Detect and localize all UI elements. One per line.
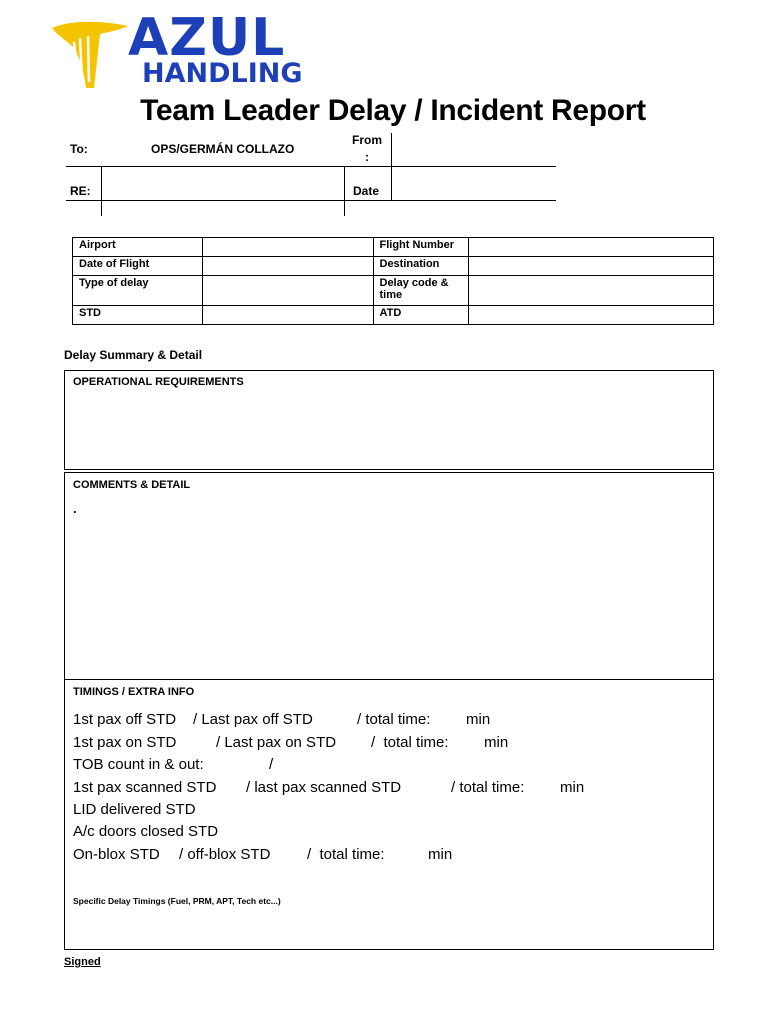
flight-number-field[interactable] xyxy=(469,238,714,257)
timing-text: min xyxy=(428,846,453,863)
memo-divider xyxy=(66,200,556,201)
memo-divider xyxy=(101,166,102,216)
atd-field[interactable] xyxy=(469,306,714,325)
page-title: Team Leader Delay / Incident Report xyxy=(140,94,646,127)
timings-title: TIMINGS / EXTRA INFO xyxy=(73,686,195,698)
memo-divider xyxy=(66,166,556,167)
timing-text: / Last pax on STD xyxy=(216,734,337,751)
delay-code-label: Delay code & time xyxy=(373,276,469,306)
timing-text: / Last pax off STD xyxy=(193,711,313,728)
timing-text: min xyxy=(560,779,585,796)
timing-text: A/c doors closed STD xyxy=(73,823,219,840)
timing-text: 1st pax scanned STD xyxy=(73,779,217,796)
memo-divider xyxy=(391,133,392,200)
signed-label: Signed xyxy=(64,956,101,968)
timing-text: 1st pax on STD xyxy=(73,734,177,751)
std-label: STD xyxy=(73,306,203,325)
table-row xyxy=(73,257,714,276)
timing-text: / last pax scanned STD xyxy=(246,779,402,796)
logo-text-handling: HANDLING xyxy=(142,58,303,89)
timing-text: TOB count in & out: xyxy=(73,756,204,773)
destination-field[interactable] xyxy=(469,257,714,276)
comments-box[interactable] xyxy=(64,472,714,680)
from-colon: : xyxy=(365,150,369,164)
memo-divider xyxy=(344,166,345,216)
company-logo xyxy=(50,8,350,92)
flight-number-label: Flight Number xyxy=(373,238,469,257)
timing-text: min xyxy=(484,734,509,751)
destination-label: Destination xyxy=(373,257,469,276)
table-row xyxy=(73,276,714,306)
timing-text: 1st pax off STD xyxy=(73,711,177,728)
timing-text: / off-blox STD xyxy=(179,846,271,863)
airport-label: Airport xyxy=(73,238,203,257)
to-value: OPS/GERMÁN COLLAZO xyxy=(151,142,295,156)
delay-summary-heading: Delay Summary & Detail xyxy=(64,348,203,362)
timing-text: / total time: xyxy=(357,711,431,728)
timing-text: LID delivered STD xyxy=(73,801,196,818)
operational-requirements-title: OPERATIONAL REQUIREMENTS xyxy=(73,376,244,388)
logo-text-azul: AZUL xyxy=(128,8,286,68)
table-row xyxy=(73,238,714,257)
date-label: Date xyxy=(353,184,380,198)
std-field[interactable] xyxy=(202,306,373,325)
comments-title: COMMENTS & DETAIL xyxy=(73,479,191,491)
re-label: RE: xyxy=(70,184,91,198)
type-of-delay-field[interactable] xyxy=(202,276,373,306)
comments-body: . xyxy=(73,501,77,516)
type-of-delay-label: Type of delay xyxy=(73,276,203,306)
specific-delay-timings: Specific Delay Timings (Fuel, PRM, APT, Tech etc...) xyxy=(73,896,281,906)
from-label: From xyxy=(352,133,382,147)
airport-field[interactable] xyxy=(202,238,373,257)
harp-logo-icon xyxy=(50,18,132,92)
operational-requirements-box[interactable] xyxy=(64,370,714,470)
delay-code-field[interactable] xyxy=(469,276,714,306)
atd-label: ATD xyxy=(373,306,469,325)
flight-info-table xyxy=(72,237,714,325)
date-of-flight-label: Date of Flight xyxy=(73,257,203,276)
timing-text: min xyxy=(466,711,491,728)
timing-text: / total time: xyxy=(451,779,525,796)
date-of-flight-field[interactable] xyxy=(202,257,373,276)
timing-text: / xyxy=(269,756,274,773)
timing-text: / total time: xyxy=(371,734,449,751)
to-label: To: xyxy=(70,142,88,156)
timing-text: / total time: xyxy=(307,846,385,863)
timing-text: On-blox STD xyxy=(73,846,160,863)
table-row xyxy=(73,306,714,325)
